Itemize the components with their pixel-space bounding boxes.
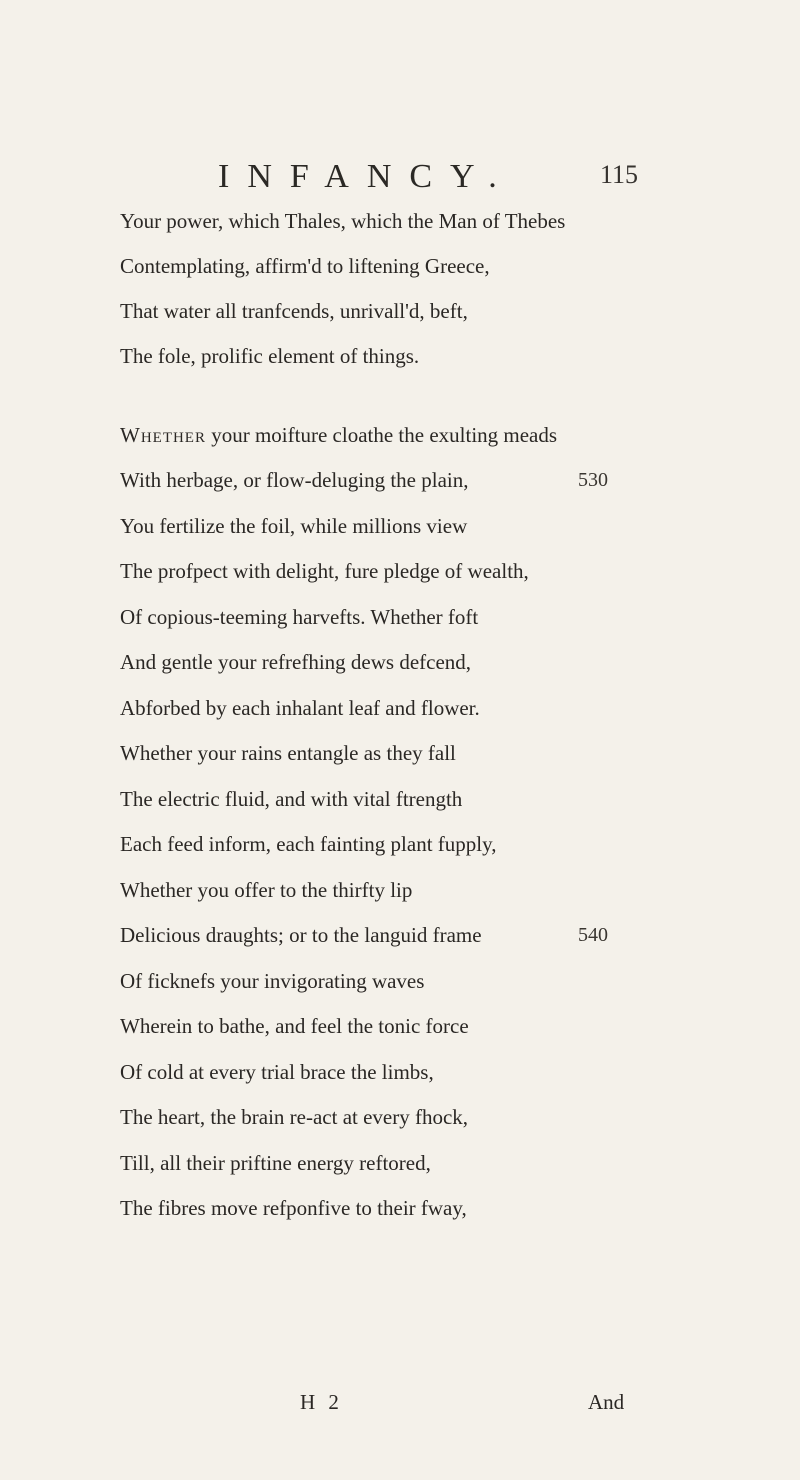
verse-text: And gentle your refrefhing dews defcend, (120, 650, 472, 674)
verse-text: Whether your rains entangle as they fall (120, 741, 456, 765)
verse-text: Abforbed by each inhalant leaf and flower. (120, 695, 480, 720)
page-number: 115 (600, 160, 639, 189)
page-footer (0, 1390, 800, 1430)
verse-text: The electric fluid, and with vital ftrength (120, 786, 463, 811)
verse-text: Till, all their priftine energy reftored, (120, 1150, 431, 1175)
line-number: 540 (578, 924, 608, 946)
verse-text: The fibres move refponfive to their fway, (120, 1196, 467, 1220)
verse-text-rest: your moifture cloathe the exulting meads (205, 423, 558, 447)
verse-text: Your power, which Thales, which the Man of Thebes (120, 209, 566, 233)
stanza-lead-word: Whether (120, 423, 206, 447)
verse-text: Of copious-teeming harvefts. Whether foft (120, 604, 479, 629)
verse-text: Whether you offer to the thirfty lip (120, 877, 413, 902)
signature-mark: H 2 (300, 1390, 343, 1414)
verse-text: Contemplating, affirm'd to liftening Greece, (120, 254, 490, 278)
verse-text: Of ficknefs your invigorating waves (120, 968, 425, 993)
verse-text: You fertilize the foil, while millions view (120, 513, 468, 538)
verse-text: Of cold at every trial brace the limbs, (120, 1059, 434, 1084)
verse-text: With herbage, or flow-deluging the plain, (120, 468, 469, 492)
verse-text: The heart, the brain re-act at every fhock, (120, 1105, 469, 1129)
verse-text: The fole, prolific element of things. (120, 344, 420, 368)
verse-text (120, 416, 557, 454)
catchword: And (588, 1390, 625, 1414)
verse-text: The profpect with delight, fure pledge of wealth, (120, 559, 529, 583)
verse-text: Wherein to bathe, and feel the tonic force (120, 1014, 469, 1038)
verse-text: That water all tranfcends, unrivall'd, beft, (120, 299, 468, 323)
running-head: INFANCY. (218, 158, 515, 195)
verse-text: Delicious draughts; or to the languid frame (120, 923, 482, 947)
line-number: 530 (578, 469, 608, 491)
verse-text: Each feed inform, each fainting plant fupply, (120, 832, 497, 856)
